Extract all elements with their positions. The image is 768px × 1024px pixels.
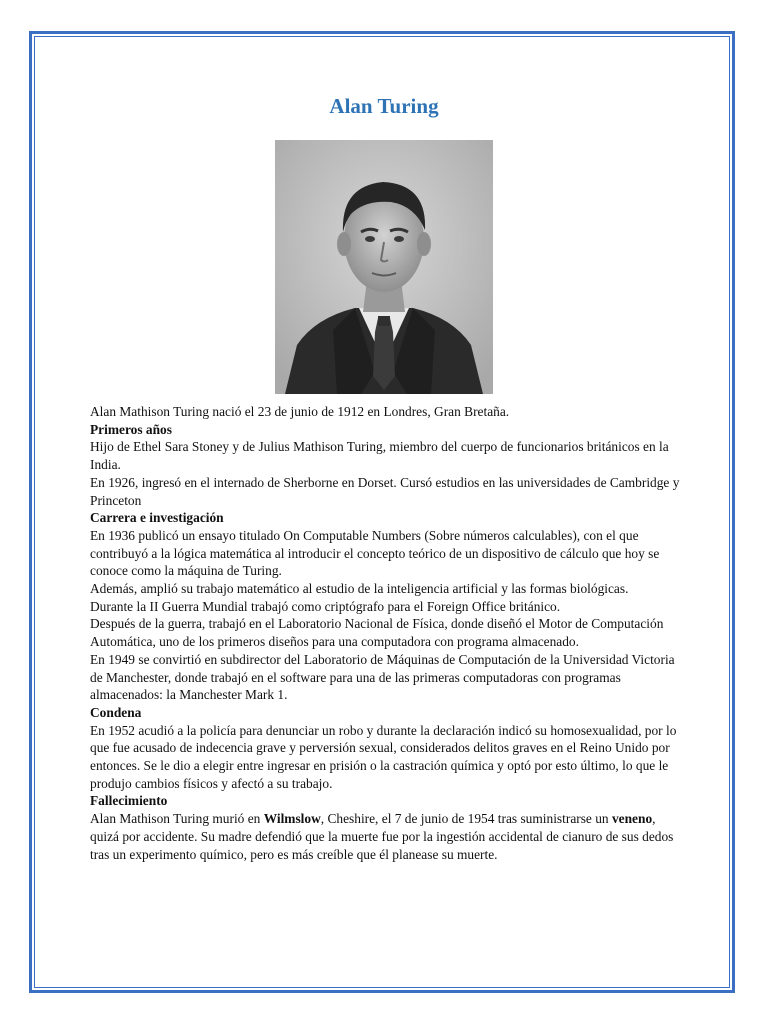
section-heading-early-years: Primeros años [90,421,172,437]
paragraph: Durante la II Guerra Mundial trabajó como criptógrafo para el Foreign Office británico. [90,598,561,614]
page-title: Alan Turing [329,94,439,118]
section-heading-conviction: Condena [90,704,142,720]
paragraph: Después de la guerra, trabajó en el Laboratorio Nacional de Física, donde diseñó el Motor de Computación Automática, uno de los primeros diseños para una computadora con programa almacenado. [90,616,664,650]
death-text-part: , Cheshire, el 7 de junio de 1954 tras suministrarse un [320,811,612,827]
paragraph: Hijo de Ethel Sara Stoney y de Julius Mathison Turing, miembro del cuerpo de funcionarios británicos en la India. [90,439,669,473]
paragraph: Además, amplió su trabajo matemático al estudio de la inteligencia artificial y las formas biológicas. [90,581,629,597]
paragraph: En 1949 se convirtió en subdirector del Laboratorio de Máquinas de Computación de la Universidad Victoria de Manchester, donde trabajó en el software para una de las primeras computadoras con programas almacenados: la Manchester Mark 1. [90,651,675,703]
paragraph: En 1936 publicó un ensayo titulado On Computable Numbers (Sobre números calculables), con el que contribuyó a la lógica matemática al introducir el concepto teórico de un dispositivo de cálculo que hoy se conoce como la máquina de Turing. [90,527,660,579]
section-heading-death: Fallecimiento [90,793,168,809]
death-text-part: , quizá por accidente. Su madre defendió que la muerte fue por la ingestión accidental de cianuro de sus dedos tras un experimento químico, pero es más creíble que él planease su muerte. [90,811,674,862]
section-heading-career: Carrera e investigación [90,510,224,526]
paragraph: En 1952 acudió a la policía para denunciar un robo y durante la declaración indicó su homosexualidad, por lo que fue acusado de indecencia grave y perversión sexual, considerados delitos graves en el Reino Unido por entonces. Se le dio a elegir entre ingresar en prisión o la castración química y optó por esto último, lo que le produjo cambios físicos y afectó a su trabajo. [90,722,677,791]
biography-text [90,403,680,863]
portrait-photo [275,140,493,394]
death-text-part: Alan Mathison Turing murió en [90,811,264,827]
intro-paragraph: Alan Mathison Turing nació el 23 de junio de 1912 en Londres, Gran Bretaña. [90,404,510,419]
death-paragraph [90,810,680,863]
death-place: Wilmslow [263,811,321,827]
paragraph: En 1926, ingresó en el internado de Sherborne en Dorset. Cursó estudios en las universidades de Cambridge y Princeton [90,474,680,508]
death-substance: veneno [611,811,653,827]
